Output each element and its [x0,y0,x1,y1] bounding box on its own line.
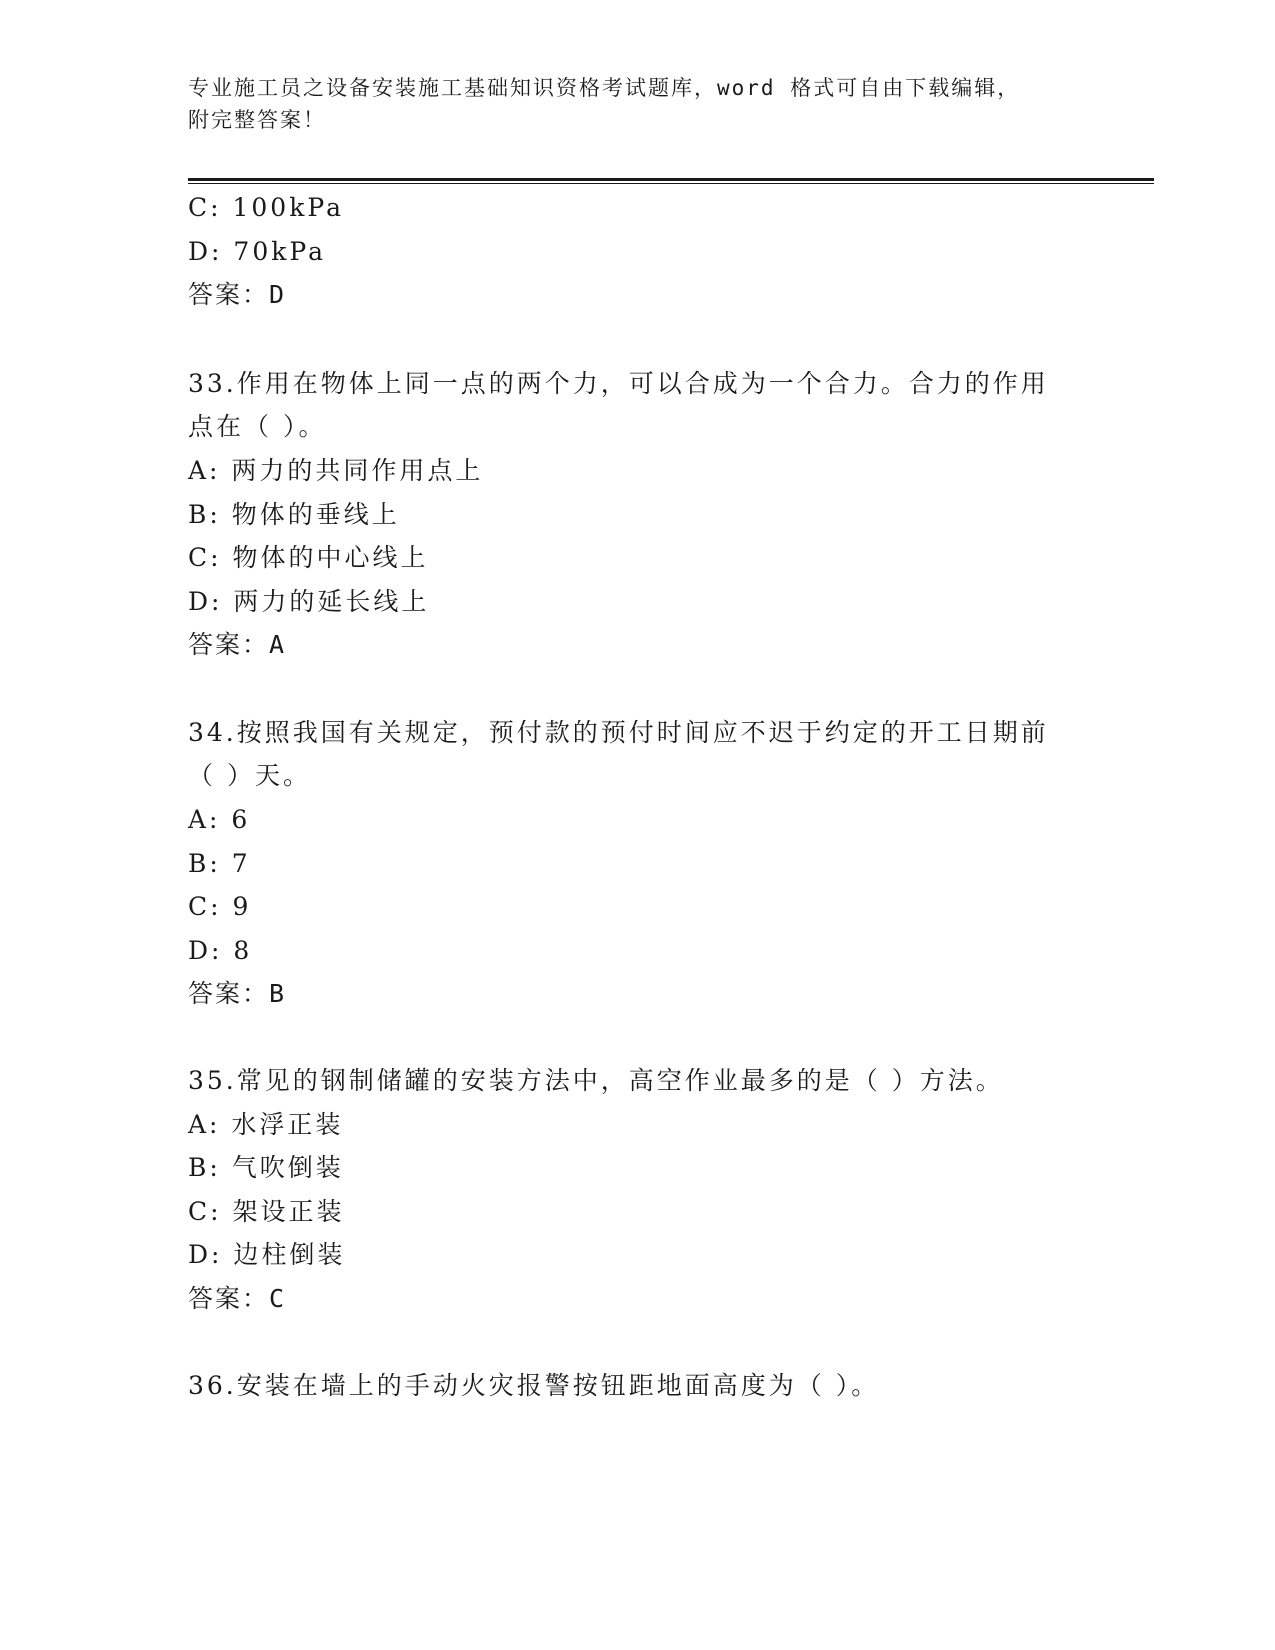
question-35-stem-1: 35.常见的钢制储罐的安装方法中，高空作业最多的是（ ）方法。 [188,1066,1004,1095]
option-d: D: 70kPa [188,237,326,266]
answer-value: B [269,979,287,1008]
question-34-option-a: A: 6 [188,805,251,834]
header-divider-thin [188,183,1154,184]
document-header [188,72,1088,136]
question-33-option-b: B: 物体的垂线上 [188,500,400,529]
question-34-stem-1: 34.按照我国有关规定，预付款的预付时间应不迟于约定的开工日期前 [188,718,1049,747]
answer-label: 答案： [188,1284,270,1313]
answer-value: C [269,1284,287,1313]
header-line-1: 专业施工员之设备安装施工基础知识资格考试题库，word 格式可自由下载编辑， [188,76,1021,100]
question-33-option-c: C: 物体的中心线上 [188,543,429,572]
question-34-stem-2: （ ）天。 [188,761,311,790]
question-33-answer [188,628,286,662]
question-33-stem-1: 33.作用在物体上同一点的两个力，可以合成为一个合力。合力的作用 [188,369,1049,398]
question-35-option-d: D: 边柱倒装 [188,1240,346,1269]
option-c: C: 100kPa [188,193,344,222]
question-33-option-d: D: 两力的延长线上 [188,587,430,616]
header-line-2: 附完整答案！ [188,108,326,132]
question-36-stem-1: 36.安装在墙上的手动火灾报警按钮距地面高度为（ ）。 [188,1371,880,1400]
answer-label: 答案： [188,630,270,659]
answer-value: D [269,280,287,309]
question-35-option-c: C: 架设正装 [188,1197,345,1226]
header-divider [188,178,1154,181]
question-34-answer [188,977,286,1011]
question-34-option-b: B: 7 [188,849,251,878]
question-33-option-a: A: 两力的共同作用点上 [188,456,484,485]
question-33-stem-2: 点在（ ）。 [188,412,327,441]
answer-line [188,278,286,312]
question-34-option-c: C: 9 [188,892,252,921]
answer-label: 答案： [188,979,270,1008]
question-35-option-a: A: 水浮正装 [188,1110,344,1139]
answer-label: 答案： [188,280,270,309]
question-35-answer [188,1282,286,1316]
question-34-option-d: D: 8 [188,936,253,965]
answer-value: A [269,630,287,659]
question-35-option-b: B: 气吹倒装 [188,1153,344,1182]
